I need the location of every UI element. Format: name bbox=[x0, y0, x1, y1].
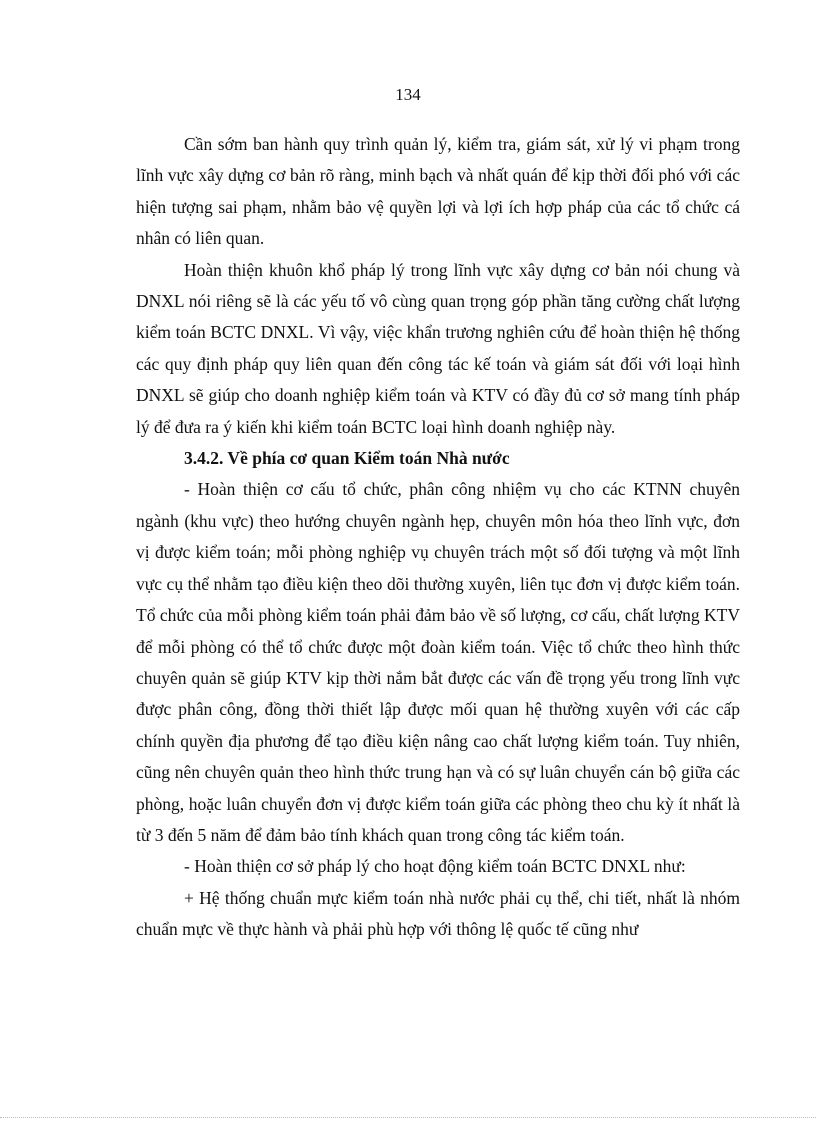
document-body bbox=[136, 129, 740, 946]
section-heading: 3.4.2. Về phía cơ quan Kiểm toán Nhà nước bbox=[184, 448, 510, 469]
page-bottom-rule bbox=[0, 1117, 816, 1118]
paragraph-2: Hoàn thiện khuôn khổ pháp lý trong lĩnh vực xây dựng cơ bản nói chung và DNXL nói riêng sẽ là các yếu tố vô cùng quan trọng góp phần tăng cường chất lượng kiểm toán BCTC DNXL. Vì vậy, việc khẩn trương nghiên cứu để hoàn thiện hệ thống các quy định pháp quy liên quan đến công tác kế toán và giám sát đối với loại hình DNXL sẽ giúp cho doanh nghiệp kiểm toán và KTV có đầy đủ cơ sở mang tính pháp lý để đưa ra ý kiến khi kiểm toán BCTC loại hình doanh nghiệp này. bbox=[136, 259, 740, 437]
page-number: 134 bbox=[395, 85, 421, 104]
paragraph-1: Cần sớm ban hành quy trình quản lý, kiểm tra, giám sát, xử lý vi phạm trong lĩnh vực xây dựng cơ bản rõ ràng, minh bạch và nhất quán để kịp thời đối phó với các hiện tượng sai phạm, nhằm bảo vệ quyền lợi và lợi ích hợp pháp của các tổ chức cá nhân có liên quan. bbox=[136, 134, 740, 249]
paragraph-3: - Hoàn thiện cơ cấu tổ chức, phân công nhiệm vụ cho các KTNN chuyên ngành (khu vực) theo hướng chuyên ngành hẹp, chuyên môn hóa theo lĩnh vực, đơn vị được kiểm toán; mỗi phòng nghiệp vụ chuyên trách một số đối tượng và một lĩnh vực cụ thể nhằm tạo điều kiện theo dõi thường xuyên, liên tục đơn vị được kiểm toán. Tổ chức của mỗi phòng kiểm toán phải đảm bảo về số lượng, cơ cấu, chất lượng KTV để mỗi phòng có thể tổ chức được một đoàn kiểm toán. Việc tổ chức theo hình thức chuyên quản sẽ giúp KTV kịp thời nắm bắt được các vấn đề trọng yếu trong lĩnh vực được phân công, đồng thời thiết lập được mối quan hệ thường xuyên với các cấp chính quyền địa phương để tạo điều kiện nâng cao chất lượng kiểm toán. Tuy nhiên, cũng nên chuyên quản theo hình thức trung hạn và có sự luân chuyển cán bộ giữa các phòng, hoặc luân chuyển đơn vị được kiểm toán giữa các phòng theo chu kỳ ít nhất là từ 3 đến 5 năm để đảm bảo tính khách quan trong công tác kiểm toán. bbox=[136, 479, 740, 845]
paragraph-5: + Hệ thống chuẩn mực kiểm toán nhà nước phải cụ thể, chi tiết, nhất là nhóm chuẩn mực về thực hành và phải phù hợp với thông lệ quốc tế cũng như bbox=[136, 887, 740, 940]
paragraph-4: - Hoàn thiện cơ sở pháp lý cho hoạt động kiểm toán BCTC DNXL như: bbox=[184, 856, 686, 877]
